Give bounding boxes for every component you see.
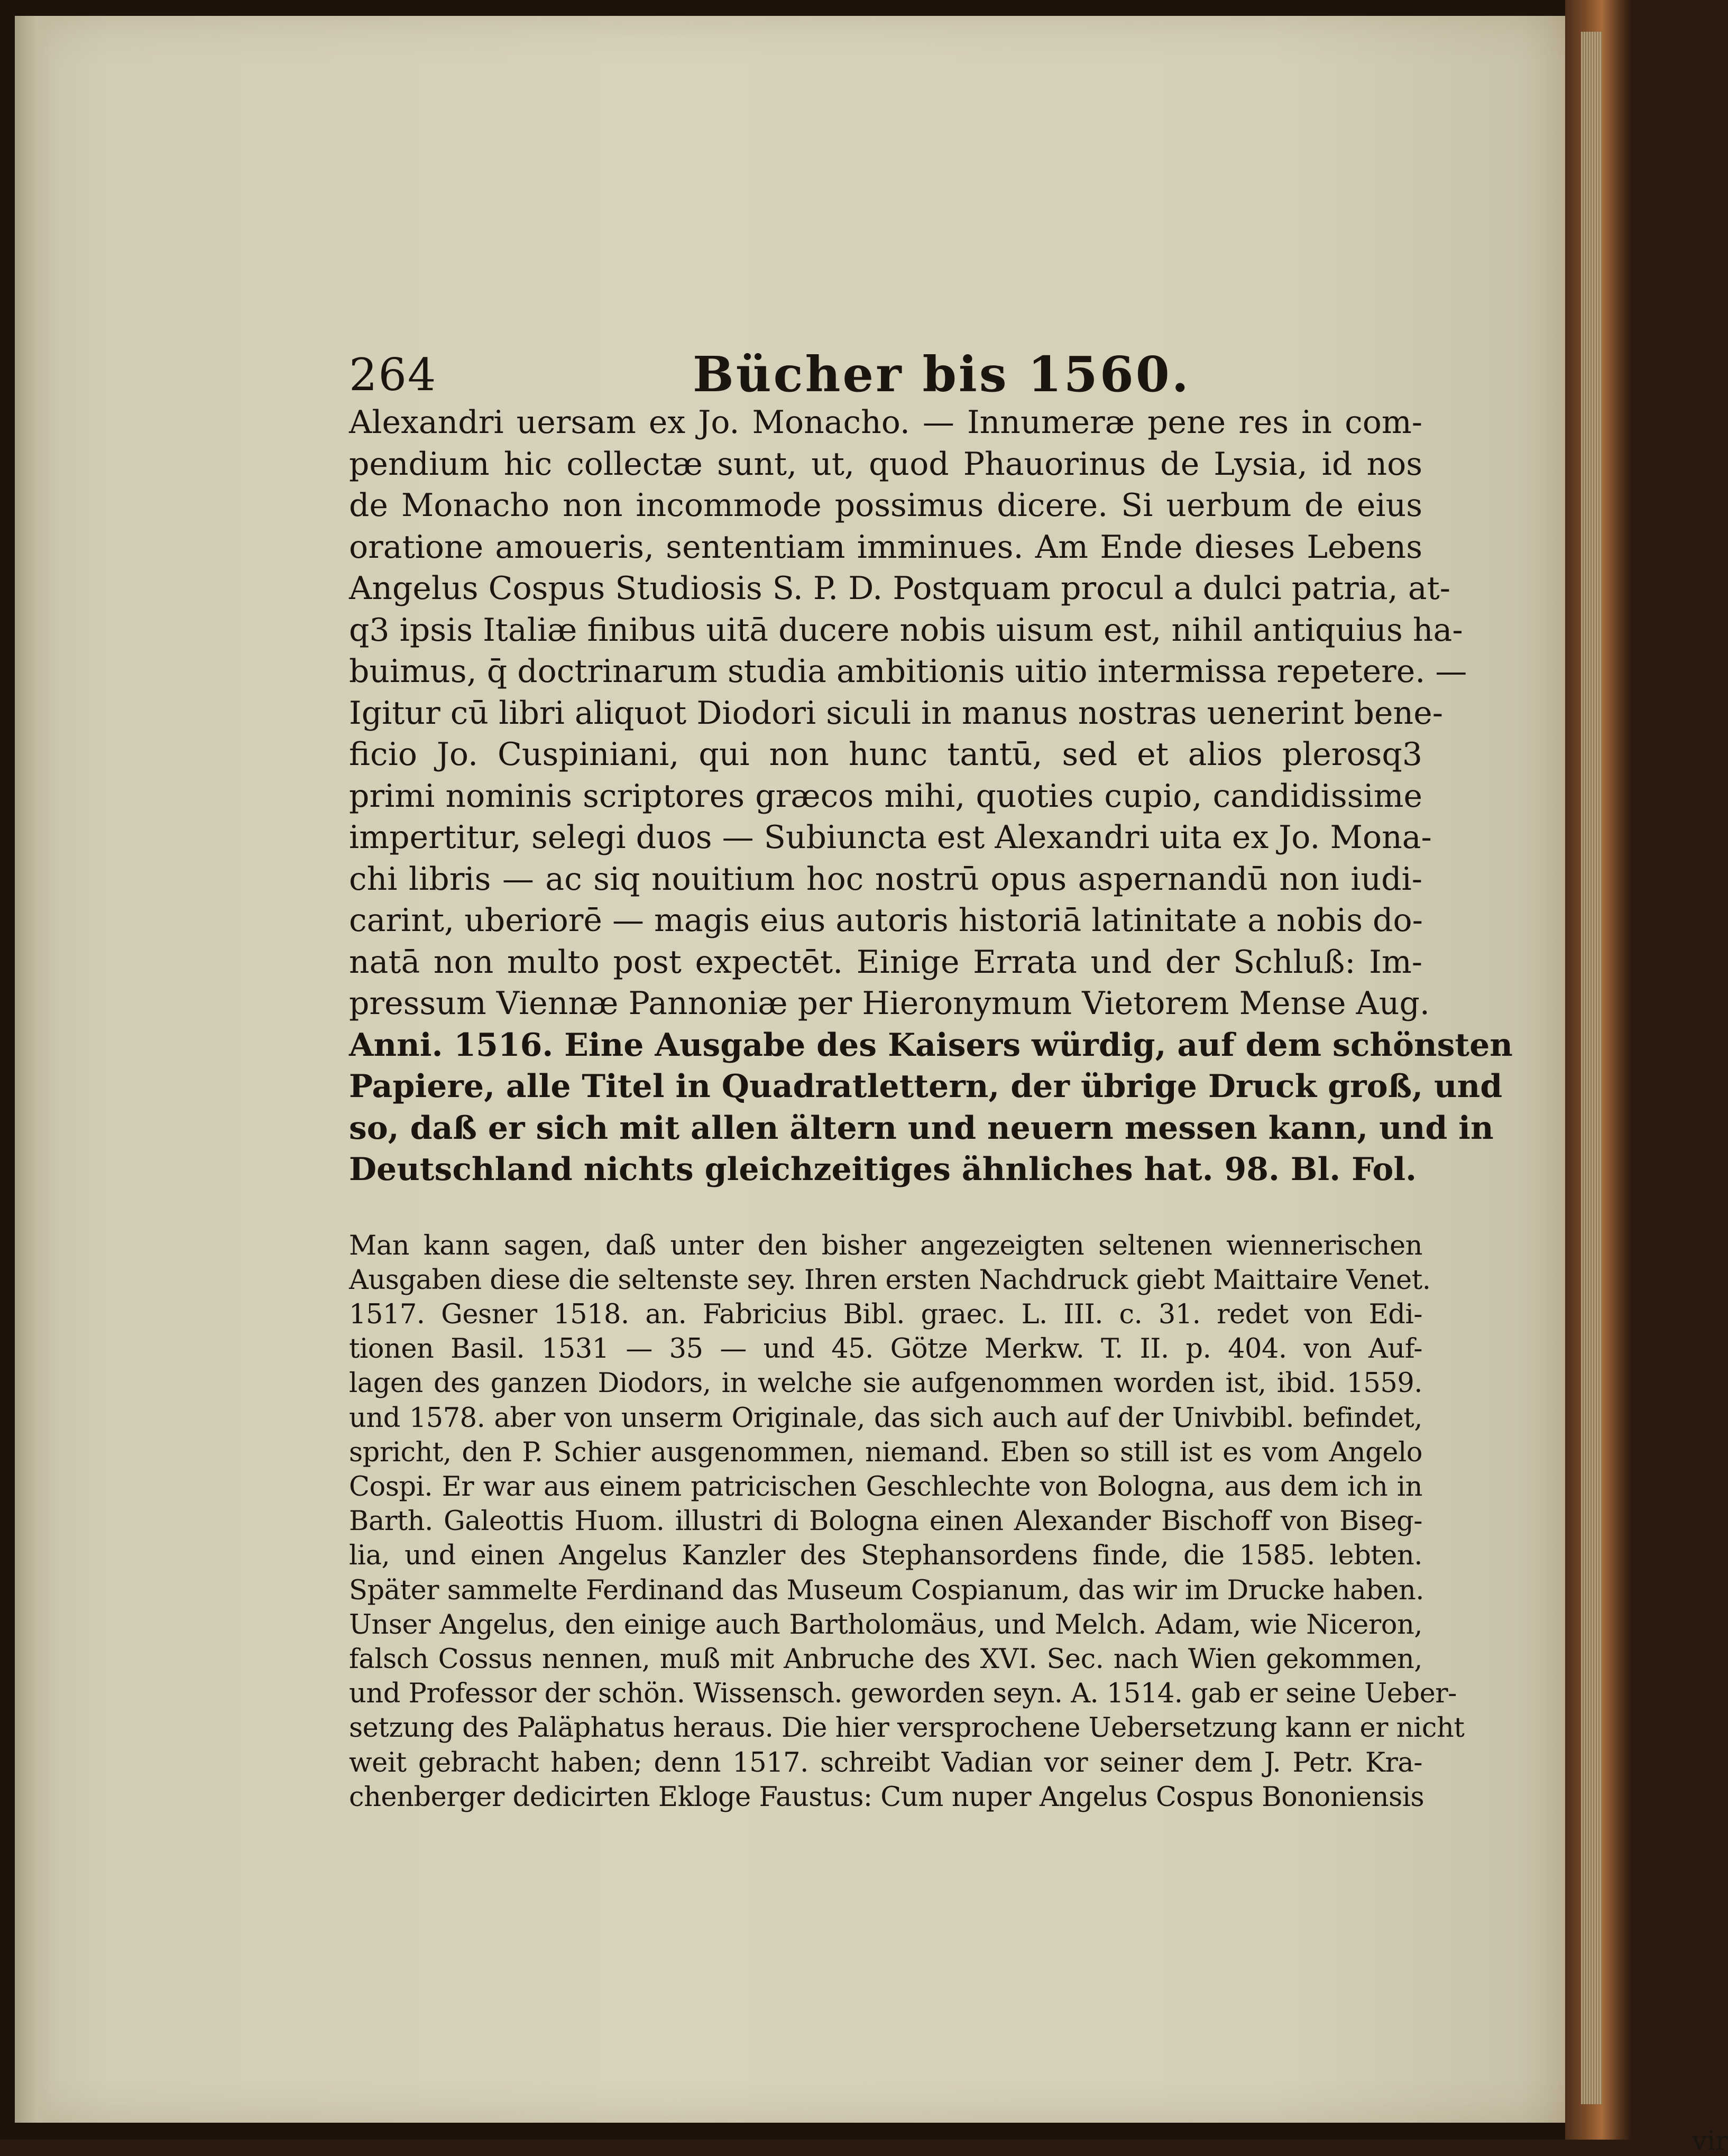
note-line: lagen des ganzen Diodors, in welche sie aufgenommen worden ist, ibid. 1559. — [349, 1368, 1422, 1399]
main-paragraph — [349, 402, 1513, 1191]
note-line: chenberger dedicirten Ekloge Faustus: Cum nuper Angelus Cospus Bononiensis — [349, 1781, 1424, 1813]
running-head: Bücher bis 1560. — [693, 346, 1191, 403]
main-line: Anni. 1516. Eine Ausgabe des Kaisers würdig, auf dem schönsten — [349, 1026, 1513, 1064]
footnote-paragraph — [349, 1229, 1465, 1814]
paper-shadow-left — [15, 16, 52, 2123]
note-line: und Professor der schön. Wissensch. geworden seyn. A. 1514. gab er seine Ueber- — [349, 1678, 1457, 1710]
note-line: weit gebracht haben; denn 1517. schreibt Vadian vor seiner dem J. Petr. Kra- — [349, 1747, 1422, 1779]
main-line: Igitur cū libri aliquot Diodori siculi in manus nostras uenerint bene- — [349, 694, 1443, 732]
note-line: Später sammelte Ferdinand das Museum Cospianum, das wir im Drucke haben. — [349, 1574, 1424, 1606]
main-line: so, daß er sich mit allen ältern und neuern messen kann, und in — [349, 1109, 1494, 1147]
note-line: Unser Angelus, den einige auch Bartholomäus, und Melch. Adam, wie Niceron, — [349, 1609, 1422, 1641]
page-header — [349, 338, 1422, 402]
note-line: tionen Basil. 1531 — 35 — und 45. Götze Merkw. T. II. p. 404. von Auf- — [349, 1333, 1422, 1365]
main-line: impertitur, selegi duos — Subiuncta est Alexandri uita ex Jo. Mona- — [349, 819, 1432, 856]
page-edges — [1581, 32, 1602, 2104]
main-line: q3 ipsis Italiæ finibus uitā ducere nobis uisum est, nihil antiquius ha- — [349, 611, 1463, 649]
note-line: Cospi. Er war aus einem patricischen Geschlechte von Bologna, aus dem ich in — [349, 1471, 1422, 1503]
main-line: pressum Viennæ Pannoniæ per Hieronymum Vietorem Mense Aug. — [349, 985, 1430, 1022]
note-line: falsch Cossus nennen, muß mit Anbruche des XVI. Sec. nach Wien gekommen, — [349, 1643, 1422, 1675]
note-line: Ausgaben diese die seltenste sey. Ihren ersten Nachdruck giebt Maittaire Venet. — [349, 1264, 1431, 1296]
main-line: chi libris — ac siq nouitium hoc nostrū opus aspernandū non iudi- — [349, 860, 1422, 898]
main-line: Papiere, alle Titel in Quadratlettern, der übrige Druck groß, und — [349, 1068, 1503, 1105]
note-line: setzung des Paläphatus heraus. Die hier versprochene Uebersetzung kann er nicht — [349, 1712, 1465, 1744]
main-line: natā non multo post expectēt. Einige Errata und der Schluß: Im- — [349, 943, 1422, 981]
main-line: Deutschland nichts gleichzeitiges ähnliches hat. 98. Bl. Fol. — [349, 1151, 1417, 1188]
main-line: Angelus Cospus Studiosis S. P. D. Postquam procul a dulci patria, at- — [349, 570, 1450, 607]
note-line: 1517. Gesner 1518. an. Fabricius Bibl. graec. L. III. c. 31. redet von Edi- — [349, 1298, 1422, 1330]
main-line: de Monacho non incommode possimus dicere. Si uerbum de eius — [349, 487, 1422, 524]
main-line: primi nominis scriptores græcos mihi, quoties cupio, candidissime — [349, 777, 1422, 815]
text-block — [349, 338, 1728, 2156]
main-line: Alexandri uersam ex Jo. Monacho. — Innumeræ pene res in com- — [349, 404, 1422, 441]
note-line: und 1578. aber von unserm Originale, das sich auch auf der Univbibl. befindet, — [349, 1402, 1422, 1434]
main-line: pendium hic collectæ sunt, ut, quod Phauorinus de Lysia, id nos — [349, 445, 1422, 483]
main-line: ficio Jo. Cuspiniani, qui non hunc tantū, sed et alios plerosq3 — [349, 736, 1422, 773]
main-line: oratione amoueris, sententiam imminues. Am Ende dieses Lebens — [349, 528, 1422, 566]
note-line: Man kann sagen, daß unter den bisher angezeigten seltenen wiennerischen — [349, 1230, 1422, 1261]
section-gap — [349, 1191, 1422, 1229]
catchword: vir — [1692, 2125, 1728, 2156]
note-line: spricht, den P. Schier ausgenommen, niemand. Eben so still ist es vom Angelo — [349, 1436, 1422, 1468]
page-number: 264 — [349, 349, 437, 401]
main-line: buimus, q̄ doctrinarum studia ambitionis uitio intermissa repetere. — — [349, 653, 1467, 690]
note-line: lia, und einen Angelus Kanzler des Stephansordens finde, die 1585. lebten. — [349, 1540, 1422, 1572]
note-line: Barth. Galeottis Huom. illustri di Bologna einen Alexander Bischoff von Biseg- — [349, 1506, 1422, 1537]
main-line: carint, uberiorē — magis eius autoris historiā latinitate a nobis do- — [349, 902, 1423, 939]
